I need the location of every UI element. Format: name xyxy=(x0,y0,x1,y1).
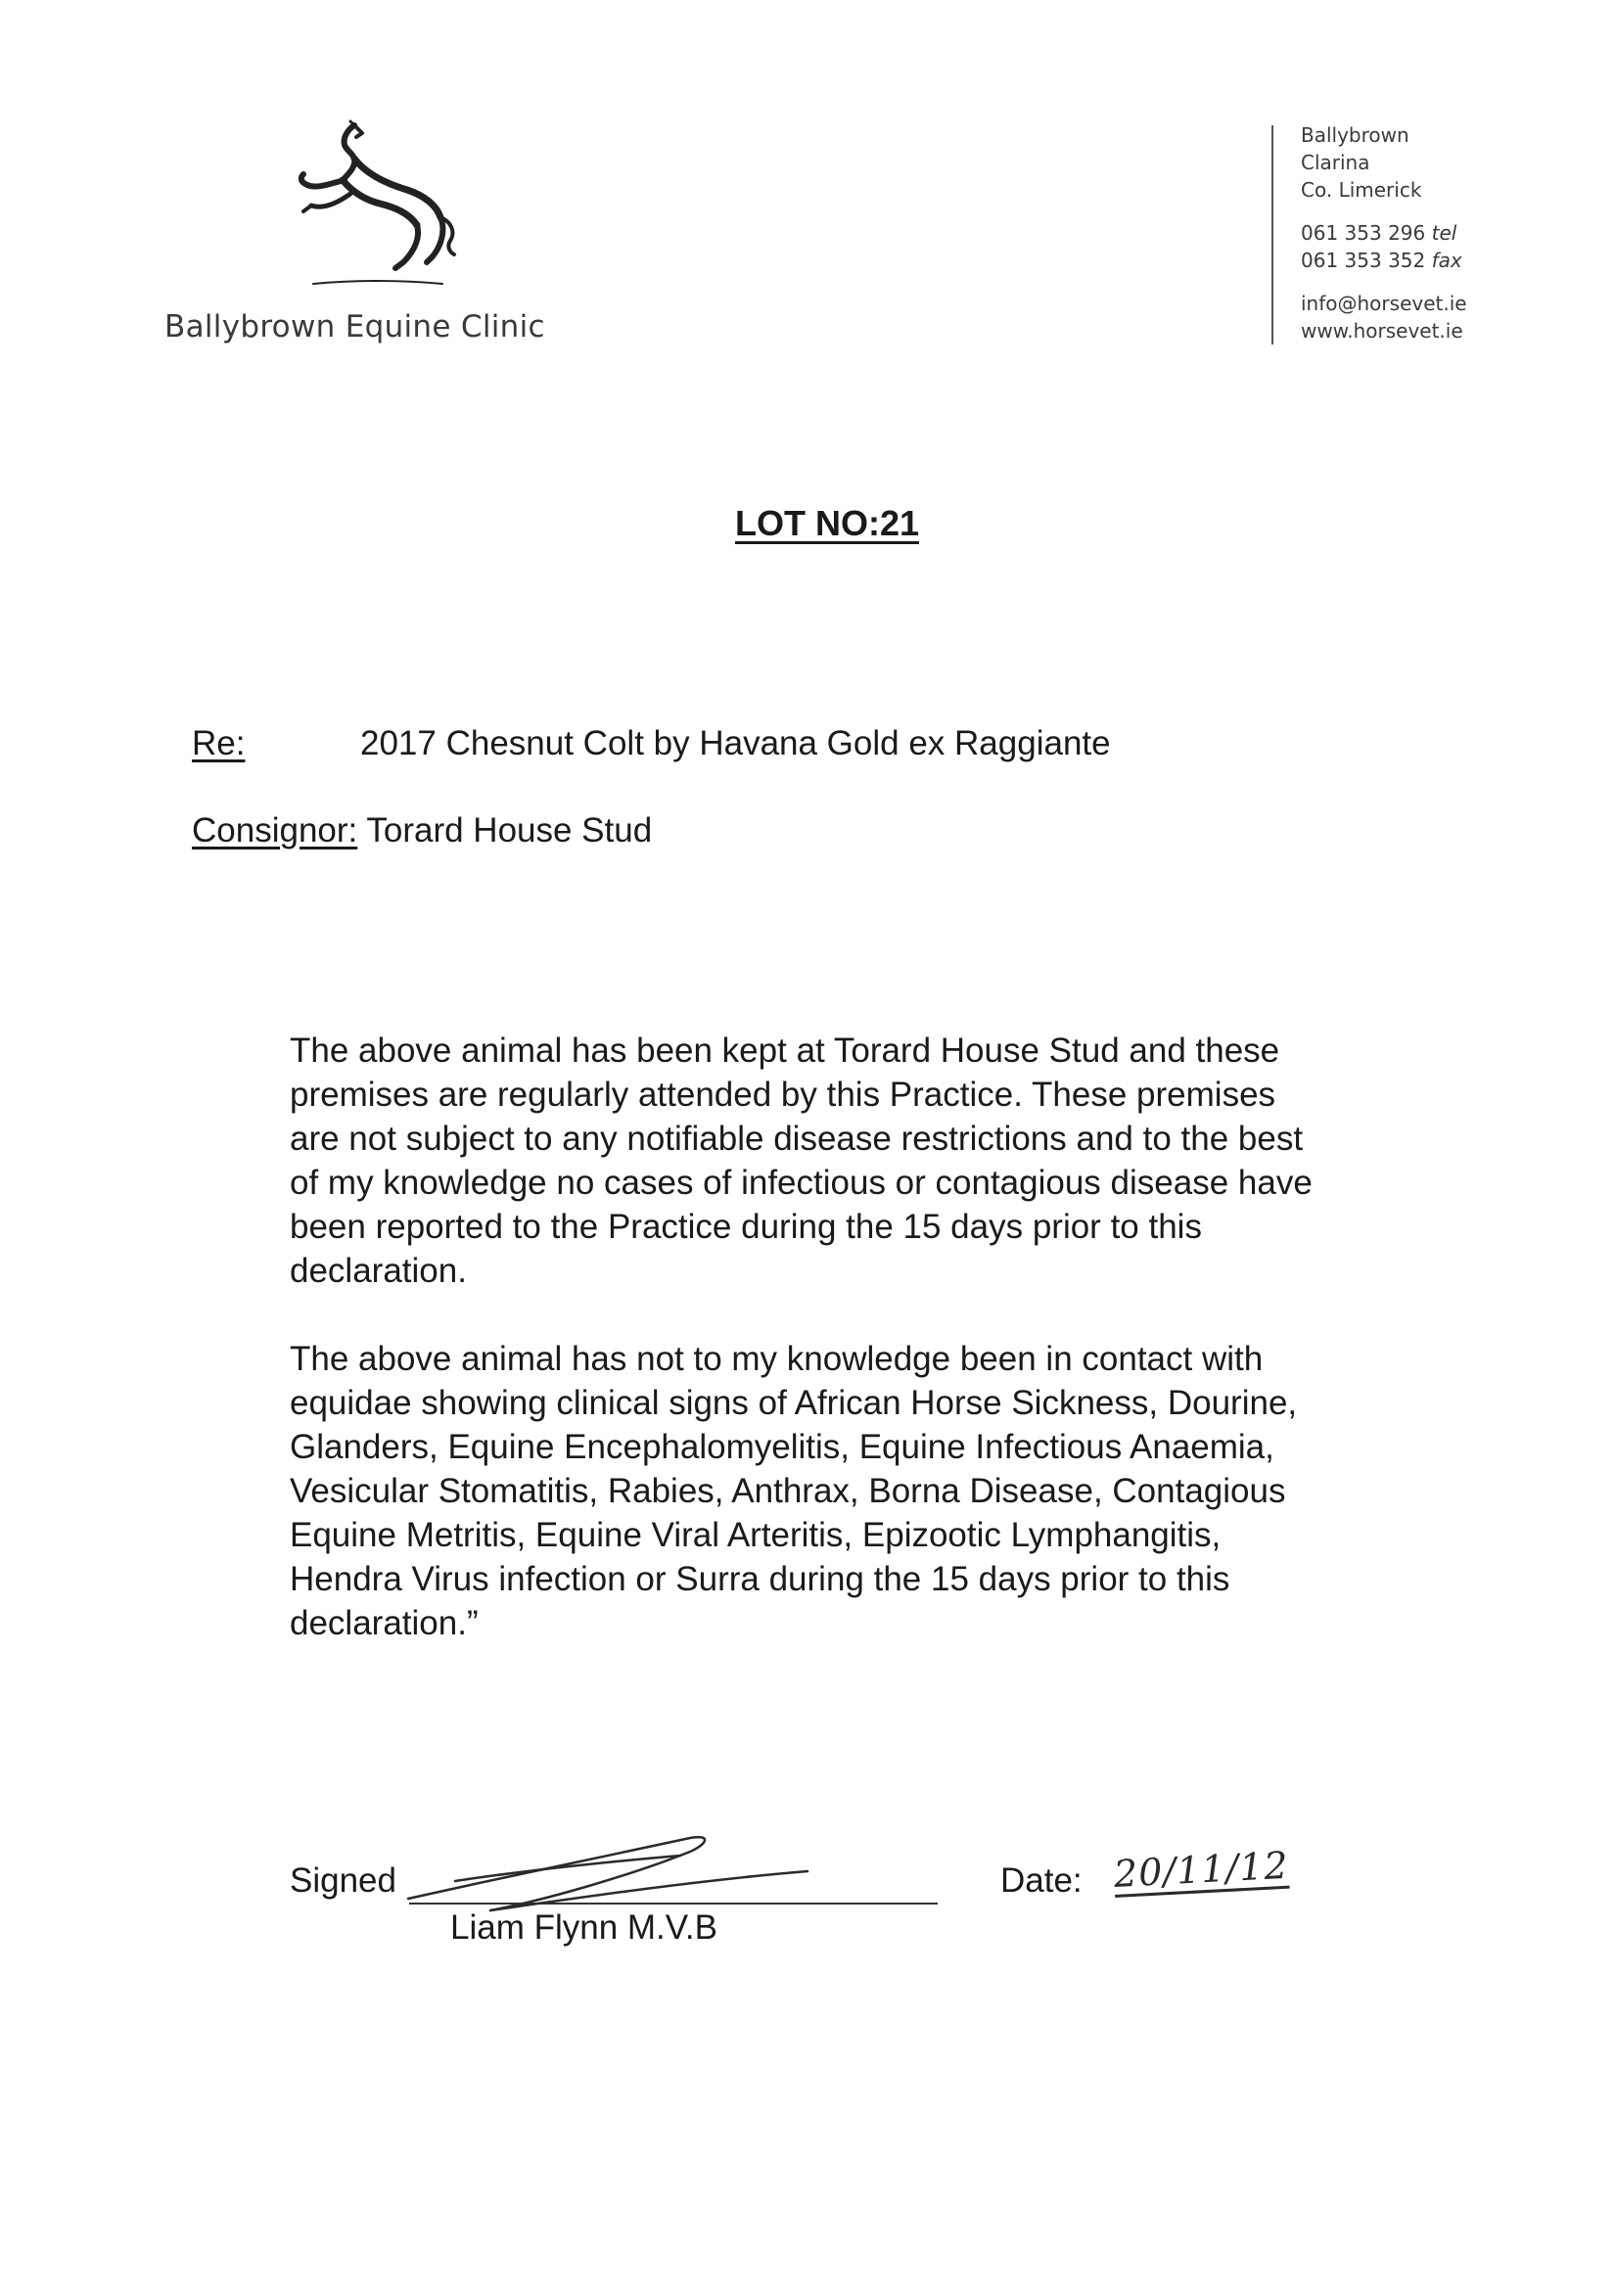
consignor-value: Torard House Stud xyxy=(366,811,653,850)
signed-label: Signed xyxy=(290,1861,396,1900)
lot-number-heading xyxy=(0,503,1615,544)
email-text: info@horsevet.ie xyxy=(1301,292,1467,315)
re-row xyxy=(192,724,1111,763)
fax-label: fax xyxy=(1431,249,1462,272)
re-label: Re: xyxy=(192,724,246,762)
phone-label: tel xyxy=(1431,221,1457,245)
handwritten-date: 20/11/12 xyxy=(1112,1843,1290,1896)
signer-name: Liam Flynn M.V.B xyxy=(450,1908,717,1947)
declaration-paragraph-1: The above animal has been kept at Torard House Stud and these premises are regularly attended by this Practice. These premises are not subject to any notifiable disease restrictions and to the best of my knowledge no cases of infectious or contagious disease have been reported to the Practice during the 15 days prior to this declaration. xyxy=(290,1032,1313,1290)
phone-number: 061 353 296 xyxy=(1301,221,1426,245)
website-text: www.horsevet.ie xyxy=(1301,319,1463,343)
horse-logo-icon xyxy=(294,115,460,292)
consignor-row xyxy=(192,811,652,850)
address-line-1: Ballybrown xyxy=(1301,123,1409,147)
address-line-3: Co. Limerick xyxy=(1301,178,1422,202)
clinic-address-block xyxy=(1301,121,1467,344)
date-label: Date: xyxy=(1000,1861,1083,1900)
re-value: 2017 Chesnut Colt by Havana Gold ex Raggiante xyxy=(360,724,1111,762)
fax-number: 061 353 352 xyxy=(1301,249,1426,272)
declaration-paragraph-2: The above animal has not to my knowledge been in contact with equidae showing clinical signs of African Horse Sickness, Dourine, Glanders, Equine Encephalomyelitis, Equine Infectious Anaemia, Vesicular Stomatitis, Rabies, Anthrax, Borna Disease, Contagious Equine Metritis, Equine Viral Arteritis, Epizootic Lymphangitis, Hendra Virus infection or Surra during the 15 days prior to this declaration.” xyxy=(290,1340,1298,1642)
clinic-name: Ballybrown Equine Clinic xyxy=(164,309,545,344)
lot-number-label: LOT NO:21 xyxy=(734,503,919,543)
address-line-2: Clarina xyxy=(1301,151,1370,174)
address-divider xyxy=(1271,125,1273,344)
phone-line xyxy=(1301,219,1467,247)
fax-line xyxy=(1301,247,1467,274)
consignor-label: Consignor: xyxy=(192,811,358,850)
handwritten-signature-icon xyxy=(396,1813,964,1920)
